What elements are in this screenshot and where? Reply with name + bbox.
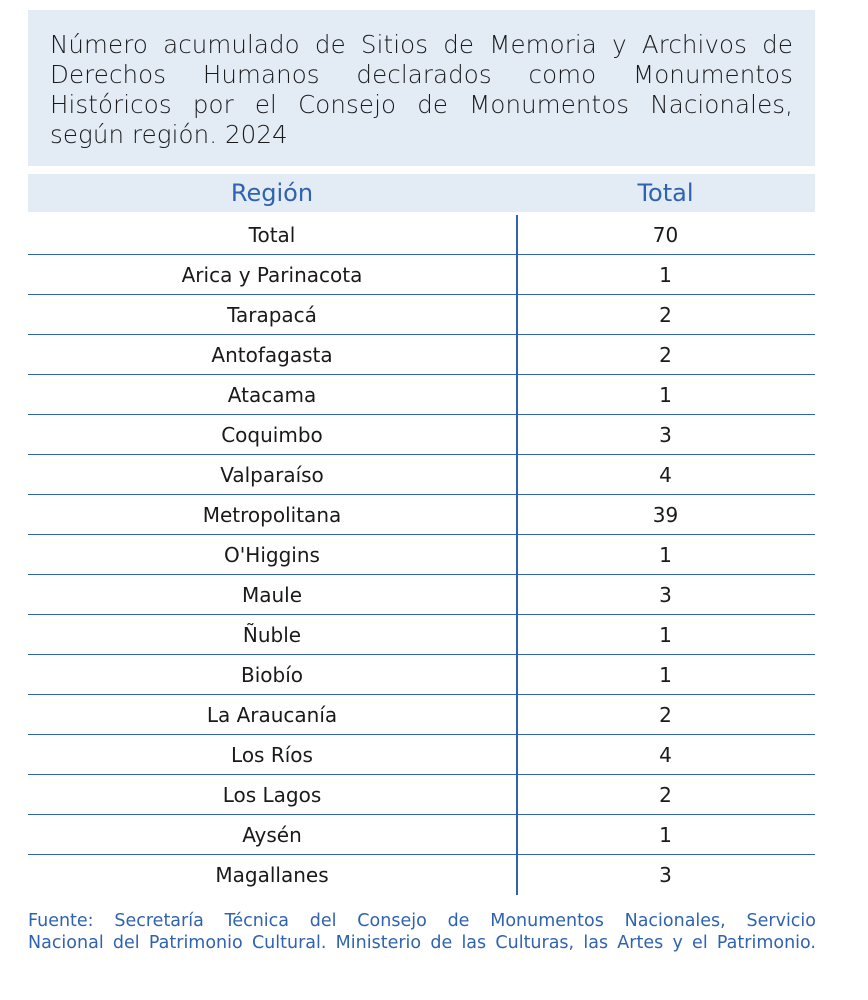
cell-region: Tarapacá [227,302,317,327]
cell-total: 3 [659,582,672,607]
table-title-box [28,10,815,166]
cell-region: Coquimbo [221,422,323,447]
table-row [28,295,815,335]
cell-region: Magallanes [215,863,329,887]
cell-region: Maule [241,582,303,607]
cell-region: Biobío [240,662,303,687]
source-line-2: Nacional del Patrimonio Cultural. Ministerio de las Culturas, las Artes y el Patrimonio. [28,933,816,953]
cell-total: 70 [652,222,679,247]
table-row [28,415,815,455]
cell-total: 3 [659,422,672,447]
table-row [28,535,815,575]
table-body [28,212,815,895]
table-row [28,815,815,855]
table-row [28,695,815,735]
header-region: Región [230,179,314,207]
cell-region: Valparaíso [220,462,324,487]
cell-total: 1 [659,662,672,687]
source-line-1: Fuente: Secretaría Técnica del Consejo de Monumentos Nacionales, Servicio [28,911,816,931]
cell-total: 1 [659,262,672,287]
table-row [28,855,815,895]
cell-region: Metropolitana [202,502,342,527]
cell-total: 39 [652,502,679,527]
cell-total: 4 [659,742,672,767]
cell-total: 1 [659,542,672,567]
table-row [28,735,815,775]
cell-region: Atacama [227,382,317,407]
cell-region: Antofagasta [211,342,333,367]
data-table [28,174,815,895]
cell-total: 1 [659,382,672,407]
table-row [28,495,815,535]
table-row [28,575,815,615]
cell-total: 2 [659,302,672,327]
table-title: Número acumulado de Sitios de Memoria y Archivos de Derechos Humanos declarados como Monumentos Históricos por el Consejo de Monumentos Nacionales, según región. 2024 [50,30,793,149]
cell-region: Total [248,222,296,247]
table-header-row [28,174,815,212]
cell-total: 2 [659,702,672,727]
table-row [28,375,815,415]
table-row [28,655,815,695]
cell-region: O'Higgins [224,542,320,567]
cell-total: 1 [659,622,672,647]
table-row [28,255,815,295]
table-row [28,335,815,375]
cell-region: La Araucanía [206,702,338,727]
cell-total: 2 [659,342,672,367]
cell-total: 2 [659,782,672,807]
cell-region: Arica y Parinacota [181,262,363,287]
table-row [28,455,815,495]
cell-region: Los Ríos [231,742,313,767]
table-row [28,615,815,655]
cell-total: 4 [659,462,672,487]
cell-region: Ñuble [242,622,302,647]
table-row [28,215,815,255]
cell-region: Aysén [242,822,302,847]
cell-region: Los Lagos [222,782,322,807]
cell-total: 3 [659,863,672,887]
source-note [28,910,816,954]
cell-total: 1 [659,822,672,847]
table-row [28,775,815,815]
header-total: Total [637,179,694,207]
